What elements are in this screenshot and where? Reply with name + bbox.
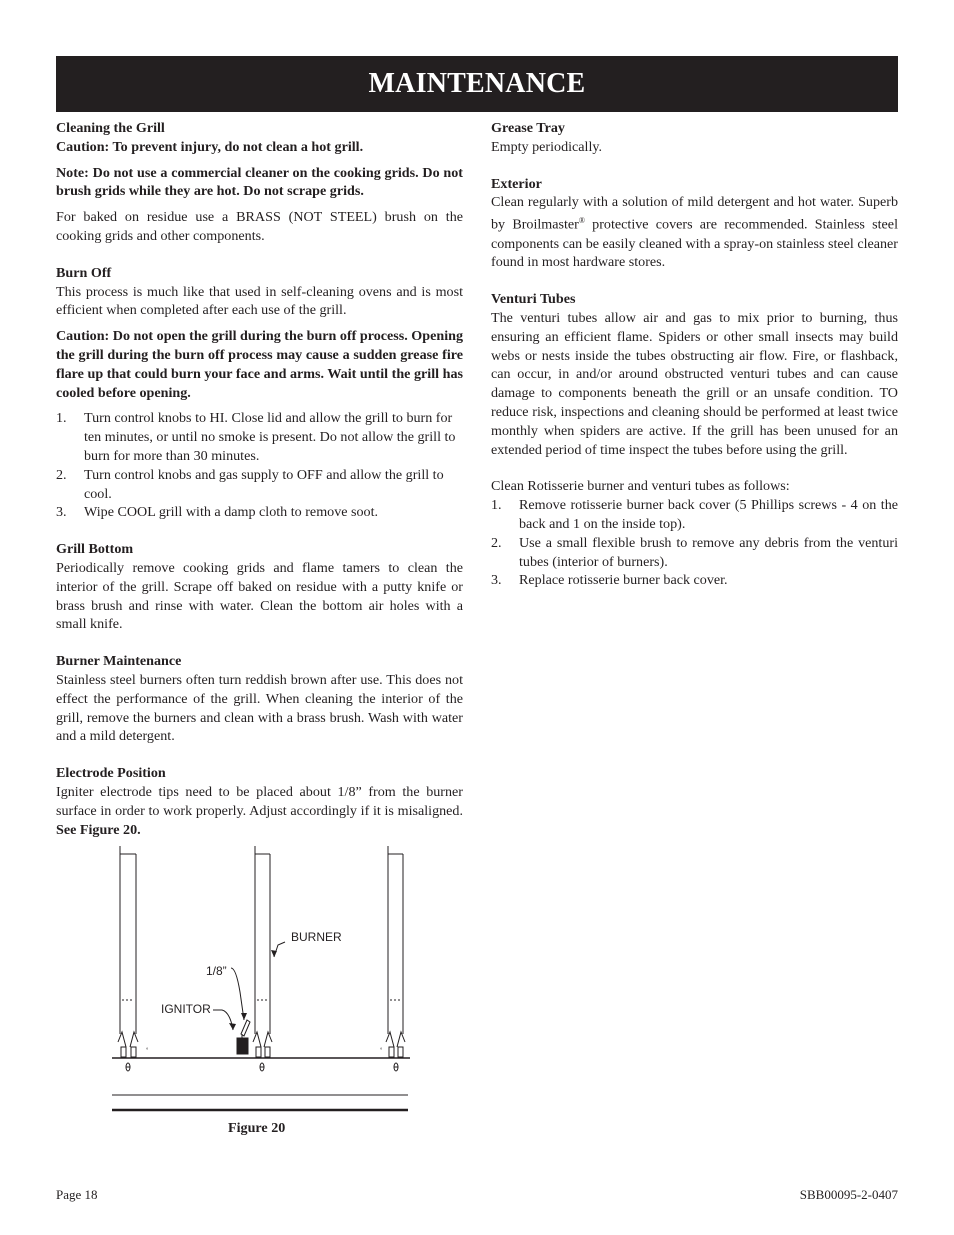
cleaning-note: Note: Do not use a commercial cleaner on the cooking grids. Do not brush grids while they are hot. Do not scrape grids.: [56, 164, 463, 200]
page-number: Page 18: [56, 1187, 98, 1202]
label-gap: 1/8”: [206, 964, 227, 978]
rotisserie-steps: [491, 496, 898, 590]
grease-heading: Grease Tray: [491, 120, 565, 136]
label-ignitor: IGNITOR: [161, 1002, 211, 1016]
grill-bottom-text: Periodically remove cooking grids and flame tamers to clean the interior of the grill. Scrape off baked on residue with a putty knife or brass brush and rinse with water. Clean the bottom air holes with a small knife.: [56, 559, 463, 633]
electrode-text: Igniter electrode tips need to be placed about 1/8” from the burner surface in order to work properly. Adjust accordingly if it is misaligned. See Figure 20.: [56, 783, 463, 838]
svg-text:°: °: [146, 1048, 149, 1054]
venturi-heading: Venturi Tubes: [491, 291, 576, 308]
venturi-text: The venturi tubes allow air and gas to mix prior to burning, thus ensuring an efficient flame. Spiders or other small insects may build webs or nests inside the tubes obstructing air flow. Fire, or flashback, can occur, in and/or around obstructed venturi tubes and can cause damage to components beneath the grill or an unsafe condition. TO reduce risk, inspections and cleaning should be performed at least twice monthly when spiders are active. If the grill has been unused for an extended period of time inspect the tubes before using the grill.: [491, 310, 898, 458]
cleaning-heading: Cleaning the Grill: [56, 120, 165, 136]
figure-caption: Figure 20: [228, 1120, 286, 1136]
burnoff-steps: [56, 409, 463, 522]
electrode-heading: Electrode Position: [56, 765, 166, 782]
burner-diagram: [110, 842, 410, 1122]
label-burner: BURNER: [291, 930, 342, 944]
left-column: [56, 119, 463, 839]
title-banner: [56, 56, 898, 112]
rotisserie-intro: Clean Rotisserie burner and venturi tubes as follows:: [491, 478, 790, 495]
exterior-heading: Exterior: [491, 175, 542, 192]
page-title: MAINTENANCE: [368, 68, 586, 99]
list-item: 3. Replace rotisserie burner back cover.: [491, 572, 728, 589]
document-id: SBB00095-2-0407: [799, 1187, 898, 1202]
grease-text: Empty periodically.: [491, 138, 603, 155]
burner-maintenance-text: Stainless steel burners often turn reddish brown after use. This does not effect the performance of the grill. When cleaning the interior of the grill, remove the burners and clean with a brass brush. Wash with water and a mild detergent.: [56, 671, 463, 745]
list-item: 2. Turn control knobs and gas supply to OFF and allow the grill to cool.: [56, 466, 444, 502]
figure-reference: See Figure 20.: [56, 821, 141, 838]
grill-bottom-heading: Grill Bottom: [56, 541, 134, 558]
burnoff-text: This process is much like that used in self-cleaning ovens and is most efficient when completed after each use of the grill.: [56, 283, 463, 319]
cleaning-text: For baked on residue use a BRASS (NOT STEEL) brush on the cooking grids and other components.: [56, 209, 463, 244]
figure-20: [110, 842, 410, 1122]
svg-text:°: °: [380, 1048, 383, 1054]
cleaning-caution: Caution: To prevent injury, do not clean a hot grill.: [56, 138, 364, 155]
list-item: 3. Wipe COOL grill with a damp cloth to remove soot.: [56, 504, 379, 521]
list-item: 2. Use a small flexible brush to remove any debris from the venturi tubes (interior of burners).: [491, 534, 898, 570]
list-item: 1. Turn control knobs to HI. Close lid and allow the grill to burn for ten minutes, or until no smoke is present. Do not allow the grill to burn for more than 30 minutes.: [56, 410, 456, 464]
burner-maintenance-heading: Burner Maintenance: [56, 653, 182, 670]
right-column: [491, 119, 898, 590]
burnoff-heading: Burn Off: [56, 264, 112, 281]
list-item: 1. Remove rotisserie burner back cover (5 Phillips screws - 4 on the back and 1 on the inside top).: [491, 497, 898, 533]
burnoff-caution: Caution: Do not open the grill during the burn off process. Opening the grill during the burn off process may cause a sudden grease fire flare up that could burn your face and arms. Wait until the grill has cooled before opening.: [56, 328, 463, 401]
exterior-text: Clean regularly with a solution of mild detergent and hot water. Superb by Broilmaster® protective covers are recommended. Stainless steel components can be easily cleaned with a spray-on stainless steel cleaner found in most hardware stores.: [491, 194, 898, 271]
